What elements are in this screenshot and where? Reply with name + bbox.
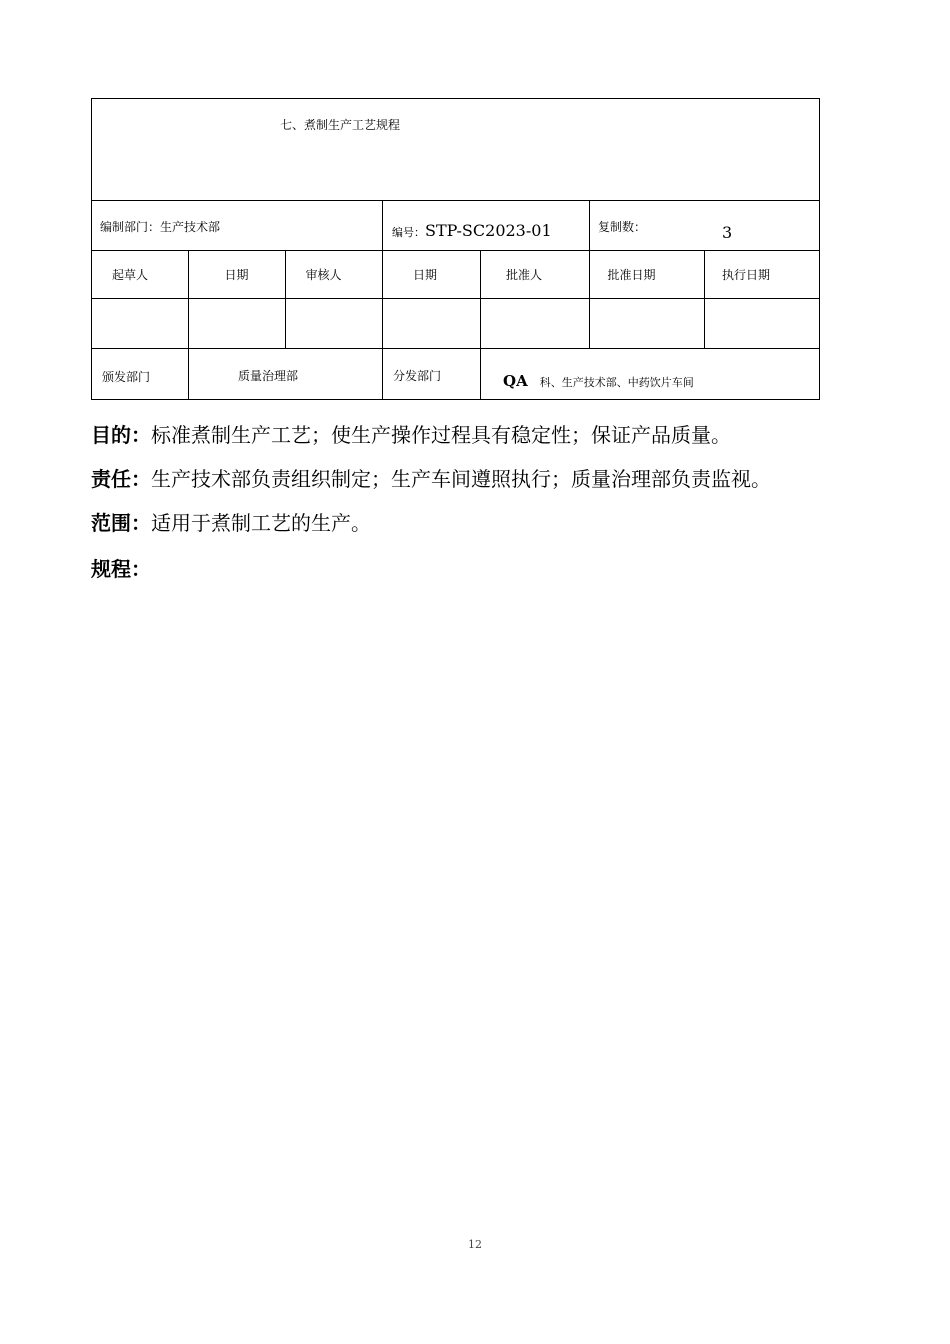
row-divider [92, 200, 819, 201]
copies-label: 复制数： [598, 220, 647, 234]
header-approval-date: 批准日期 [607, 268, 656, 282]
responsibility-text: 生产技术部负责组织制定；生产车间遵照执行；质量治理部负责监视。 [151, 467, 771, 491]
purpose-paragraph [91, 423, 731, 447]
code-value: STP-SC2023-01 [425, 221, 552, 240]
col-divider [589, 200, 590, 250]
dept-field [100, 220, 220, 234]
procedure-label: 规程： [91, 557, 151, 581]
col-divider [704, 250, 705, 348]
header-date: 日期 [224, 268, 249, 282]
issue-dept-label: 颁发部门 [102, 370, 151, 384]
scope-text: 适用于煮制工艺的生产。 [151, 511, 371, 535]
document-title: 七、煮制生产工艺规程 [280, 118, 401, 132]
header-effective-date: 执行日期 [721, 268, 770, 282]
col-divider [382, 348, 383, 400]
code-field [392, 221, 552, 243]
col-divider [382, 250, 383, 348]
page-number: 12 [468, 1238, 482, 1251]
issue-dept-value: 质量治理部 [238, 369, 299, 383]
code-label: 编号： [392, 226, 425, 239]
col-divider [188, 250, 189, 348]
col-divider [188, 348, 189, 400]
dist-dept-value [503, 371, 694, 393]
purpose-label: 目的： [91, 423, 151, 447]
header-approver: 批准人 [505, 268, 542, 282]
col-divider [382, 200, 383, 250]
procedure-heading [91, 557, 151, 581]
document-header-table [91, 98, 820, 400]
scope-paragraph [91, 511, 371, 535]
col-divider [480, 348, 481, 400]
row-divider [92, 250, 819, 251]
row-divider [92, 298, 819, 299]
dist-dept-label: 分发部门 [393, 369, 442, 383]
header-reviewer: 审核人 [305, 268, 342, 282]
dept-value: 生产技术部 [160, 220, 221, 234]
header-review-date: 日期 [412, 268, 437, 282]
dept-label: 编制部门： [100, 220, 161, 234]
col-divider [285, 250, 286, 348]
dist-dept-qa: QA [503, 372, 528, 390]
dist-dept-rest: 科、生产技术部、中药饮片车间 [539, 376, 694, 389]
responsibility-label: 责任： [91, 467, 151, 491]
header-drafter: 起草人 [111, 268, 148, 282]
copies-value: 3 [722, 223, 733, 242]
col-divider [589, 250, 590, 348]
col-divider [480, 250, 481, 348]
row-divider [92, 348, 819, 349]
purpose-text: 标准煮制生产工艺；使生产操作过程具有稳定性；保证产品质量。 [151, 423, 731, 447]
responsibility-paragraph [91, 467, 771, 491]
scope-label: 范围： [91, 511, 151, 535]
